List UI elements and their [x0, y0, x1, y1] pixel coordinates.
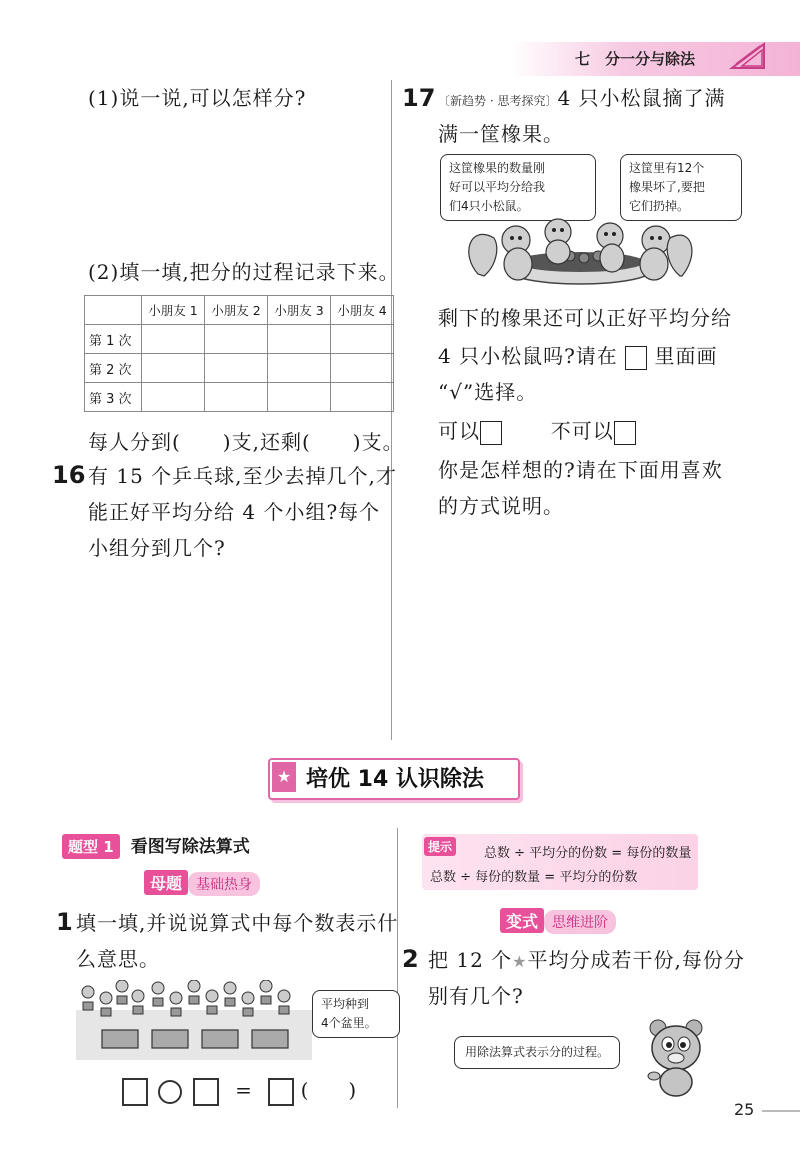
q17-line2: 满一筐橡果。 [438, 122, 564, 146]
q2-line1a: 把 12 个 [428, 948, 513, 972]
variant-heading [500, 908, 616, 934]
speech-bubble-left [440, 154, 596, 221]
col-header: 小朋友 4 [331, 296, 394, 325]
mother-heading [144, 870, 260, 896]
q17-line1 [438, 80, 726, 119]
row-header: 第 1 次 [85, 325, 142, 354]
record-table [84, 295, 394, 412]
q2-number: 2 [402, 945, 419, 973]
speech-bubble-right [620, 154, 742, 221]
q16-number: 16 [52, 461, 86, 489]
bubble-line: 它们扔掉。 [629, 199, 690, 213]
q1-line: 么意思。 [76, 947, 160, 971]
table-cell[interactable] [205, 354, 268, 383]
q2-speech-bubble: 用除法算式表示分的过程。 [454, 1036, 620, 1069]
table-cell[interactable] [142, 325, 205, 354]
q17-line1-text: 4 只小松鼠摘了满 [557, 86, 726, 110]
ruler-triangle-icon [728, 40, 768, 72]
table-cell[interactable] [268, 383, 331, 412]
bubble-line: 平均种到 [321, 997, 370, 1011]
squirrels-basket-illustration [460, 214, 700, 290]
type1-heading [62, 832, 250, 859]
q15-part1: (1)说一说,可以怎样分? [88, 86, 307, 110]
type1-tag: 题型 1 [62, 834, 120, 859]
row-header: 第 2 次 [85, 354, 142, 383]
table-cell[interactable] [331, 383, 394, 412]
equals-sign: = [235, 1078, 252, 1102]
bubble-line: 这筐里有12个 [629, 161, 705, 175]
table-cell[interactable] [331, 325, 394, 354]
flower-pots-illustration [76, 980, 312, 1060]
mother-tag: 母题 [144, 870, 188, 895]
example-check-box [625, 346, 647, 370]
q17-line4a: 4 只小松鼠吗?请在 [438, 344, 618, 368]
table-cell[interactable] [268, 325, 331, 354]
q16-line: 有 15 个乒乓球,至少去掉几个,才 [88, 464, 397, 488]
bubble-line: 们4只小松鼠。 [449, 199, 529, 213]
variant-tag: 变式 [500, 908, 544, 933]
q1-speech-bubble [312, 990, 400, 1038]
page-number-rule [762, 1110, 800, 1112]
q2-line1b: 平均分成若干份,每份分 [527, 948, 745, 972]
col-header: 小朋友 3 [268, 296, 331, 325]
section-title: 培优 14 认识除法 [306, 767, 484, 792]
table-corner [85, 296, 142, 325]
equation-box[interactable] [122, 1078, 148, 1106]
variant-sub: 思维进阶 [544, 910, 616, 934]
q17-number: 17 [402, 84, 436, 112]
mother-sub: 基础热身 [188, 872, 260, 896]
q17-tag: 〔新趋势 · 思考探究〕 [438, 94, 558, 108]
q1-equation [122, 1074, 356, 1106]
q16-line: 小组分到几个? [88, 536, 226, 560]
star-icon: ★ [512, 952, 528, 971]
page-number: 25 [734, 1100, 755, 1119]
bubble-line: 好可以平均分给我 [449, 180, 546, 194]
choice-can-label: 可以 [438, 419, 480, 443]
type1-title: 看图写除法算式 [130, 837, 250, 857]
operator-circle[interactable] [158, 1080, 182, 1104]
q2-line1 [428, 942, 745, 980]
choice-can-box[interactable] [480, 421, 502, 445]
q17-line6: 你是怎样想的?请在下面用喜欢 [438, 458, 723, 482]
table-cell[interactable] [268, 354, 331, 383]
star-icon: ★ [272, 762, 296, 792]
hint-line1: 总数 ÷ 平均分的份数 = 每份的数量 [484, 846, 692, 861]
q17-line4 [438, 338, 718, 374]
q15-part2: (2)填一填,把分的过程记录下来。 [88, 260, 400, 284]
chapter-title: 七 分一分与除法 [575, 50, 696, 68]
equation-box[interactable] [268, 1078, 294, 1106]
column-divider-lower [397, 828, 398, 1108]
table-cell[interactable] [205, 383, 268, 412]
bear-mascot-illustration [644, 1016, 708, 1098]
table-cell[interactable] [142, 354, 205, 383]
q1-number: 1 [56, 908, 73, 936]
q16-line: 能正好平均分给 4 个小组?每个 [88, 500, 381, 524]
bubble-line: 4个盆里。 [321, 1016, 377, 1030]
table-cell[interactable] [142, 383, 205, 412]
q17-choices [438, 413, 636, 449]
q1-line: 填一填,并说说算式中每个数表示什 [76, 911, 399, 935]
row-header: 第 3 次 [85, 383, 142, 412]
q17-line5: “√”选择。 [438, 380, 538, 404]
choice-cannot-box[interactable] [614, 421, 636, 445]
q17-line4b: 里面画 [654, 344, 718, 368]
bubble-line: 橡果坏了,要把 [629, 180, 705, 194]
hint-line2: 总数 ÷ 每份的数量 = 平均分的份数 [430, 870, 638, 885]
q2-line2: 别有几个? [428, 984, 524, 1008]
choice-cannot-label: 不可以 [550, 419, 614, 443]
col-header: 小朋友 2 [205, 296, 268, 325]
table-cell[interactable] [205, 325, 268, 354]
hint-tag [424, 836, 456, 856]
q15-answer-line: 每人分到( )支,还剩( )支。 [88, 430, 404, 454]
hint-tag-label: 提示 [424, 837, 456, 856]
table-cell[interactable] [331, 354, 394, 383]
q17-line7: 的方式说明。 [438, 494, 564, 518]
unit-paren: ( ) [300, 1078, 357, 1102]
equation-box[interactable] [193, 1078, 219, 1106]
q17-line3: 剩下的橡果还可以正好平均分给 [438, 306, 732, 330]
col-header: 小朋友 1 [142, 296, 205, 325]
bubble-line: 这筐橡果的数量刚 [449, 161, 546, 175]
